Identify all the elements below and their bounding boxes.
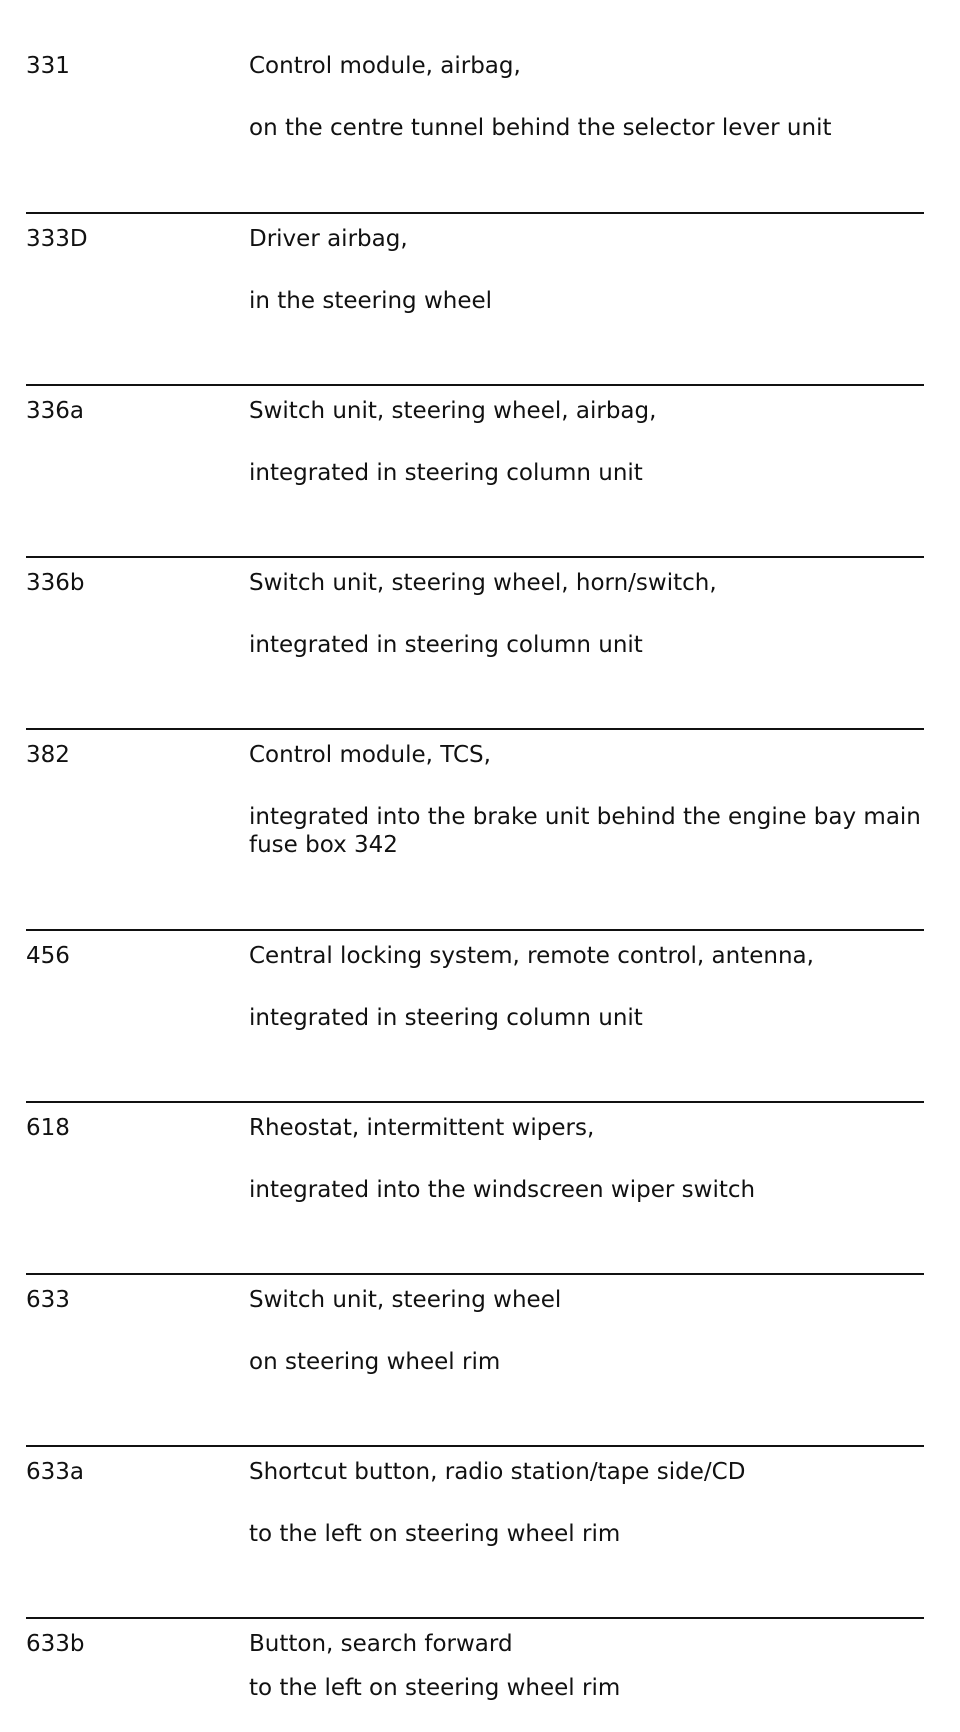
component-title: Driver airbag, (249, 226, 408, 252)
divider (26, 556, 924, 558)
component-location: integrated into the brake unit behind the engine bay main fuse box 342 (249, 804, 921, 858)
component-code: 336a (26, 398, 84, 424)
divider (26, 728, 924, 730)
divider (26, 384, 924, 386)
component-code: 331 (26, 53, 70, 79)
component-title: Switch unit, steering wheel (249, 1287, 562, 1313)
component-code: 618 (26, 1115, 70, 1141)
component-location: on steering wheel rim (249, 1349, 501, 1375)
component-title: Switch unit, steering wheel, horn/switch, (249, 570, 717, 596)
divider (26, 1101, 924, 1103)
component-location: integrated in steering column unit (249, 632, 643, 658)
component-title: Switch unit, steering wheel, airbag, (249, 398, 657, 424)
divider (26, 1445, 924, 1447)
component-location: integrated in steering column unit (249, 460, 643, 486)
component-title: Rheostat, intermittent wipers, (249, 1115, 595, 1141)
component-title: Control module, TCS, (249, 742, 491, 768)
component-location: integrated in steering column unit (249, 1005, 643, 1031)
component-location: on the centre tunnel behind the selector lever unit (249, 115, 832, 141)
component-code: 336b (26, 570, 85, 596)
component-location: to the left on steering wheel rim (249, 1675, 621, 1701)
divider (26, 212, 924, 214)
component-location: in the steering wheel (249, 288, 493, 314)
component-location: to the left on steering wheel rim (249, 1521, 621, 1547)
component-location: integrated into the windscreen wiper switch (249, 1177, 756, 1203)
component-code: 633a (26, 1459, 84, 1485)
component-code: 456 (26, 943, 70, 969)
component-code: 382 (26, 742, 70, 768)
component-code: 633b (26, 1631, 85, 1657)
component-code: 633 (26, 1287, 70, 1313)
component-title: Shortcut button, radio station/tape side/CD (249, 1459, 746, 1485)
component-title: Control module, airbag, (249, 53, 521, 79)
divider (26, 1273, 924, 1275)
component-code: 333D (26, 226, 88, 252)
component-title: Central locking system, remote control, antenna, (249, 943, 814, 969)
divider (26, 929, 924, 931)
divider (26, 1617, 924, 1619)
component-title: Button, search forward (249, 1631, 513, 1657)
